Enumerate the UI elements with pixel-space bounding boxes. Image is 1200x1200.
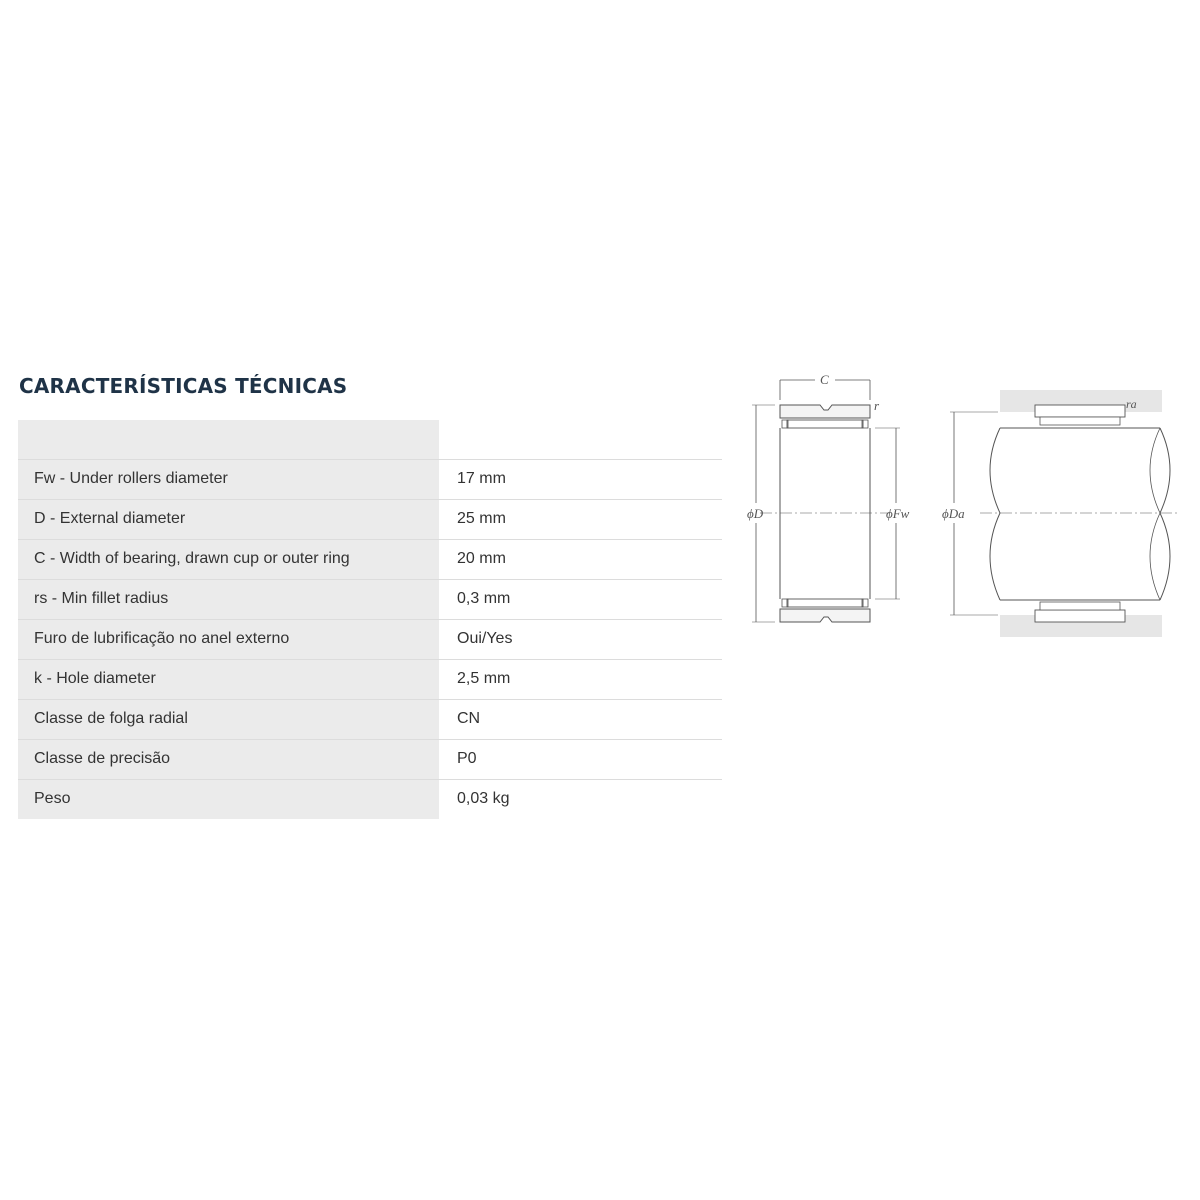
table-row [18, 779, 722, 819]
spec-label: Peso [18, 779, 439, 819]
spec-value: P0 [439, 739, 722, 779]
spec-label: rs - Min fillet radius [18, 579, 439, 619]
spec-label: Classe de folga radial [18, 699, 439, 739]
header-cell-label [18, 420, 439, 459]
table-row [18, 659, 722, 699]
spec-value: 25 mm [439, 499, 722, 539]
table-row [18, 539, 722, 579]
dim-da-label: ϕDa [942, 506, 965, 521]
section-title: CARACTERÍSTICAS TÉCNICAS [19, 374, 348, 398]
spec-value: 0,3 mm [439, 579, 722, 619]
spec-value: Oui/Yes [439, 619, 722, 659]
header-cell-value [439, 420, 722, 459]
spec-label: D - External diameter [18, 499, 439, 539]
table-row [18, 739, 722, 779]
specs-table [18, 420, 722, 819]
bearing-drawing [740, 360, 1180, 660]
table-header-row [18, 420, 722, 459]
table-row [18, 699, 722, 739]
table-row [18, 499, 722, 539]
dim-ra-label: ra [1126, 397, 1137, 411]
spec-value: 2,5 mm [439, 659, 722, 699]
dim-d-label: ϕD [747, 506, 764, 521]
spec-label: Classe de precisão [18, 739, 439, 779]
table-row [18, 459, 722, 499]
mounted-bearing-view [942, 390, 1180, 637]
spec-label: Furo de lubrificação no anel externo [18, 619, 439, 659]
dim-c-label: C [820, 372, 829, 387]
spec-value: 0,03 kg [439, 779, 722, 819]
bearing-section-view [747, 372, 910, 622]
spec-value: 20 mm [439, 539, 722, 579]
table-row [18, 579, 722, 619]
table-row [18, 619, 722, 659]
spec-value: CN [439, 699, 722, 739]
dim-fw-label: ϕFw [886, 506, 910, 521]
spec-value: 17 mm [439, 459, 722, 499]
spec-label: C - Width of bearing, drawn cup or outer ring [18, 539, 439, 579]
spec-label: k - Hole diameter [18, 659, 439, 699]
dim-r-label: r [874, 398, 880, 413]
spec-label: Fw - Under rollers diameter [18, 459, 439, 499]
